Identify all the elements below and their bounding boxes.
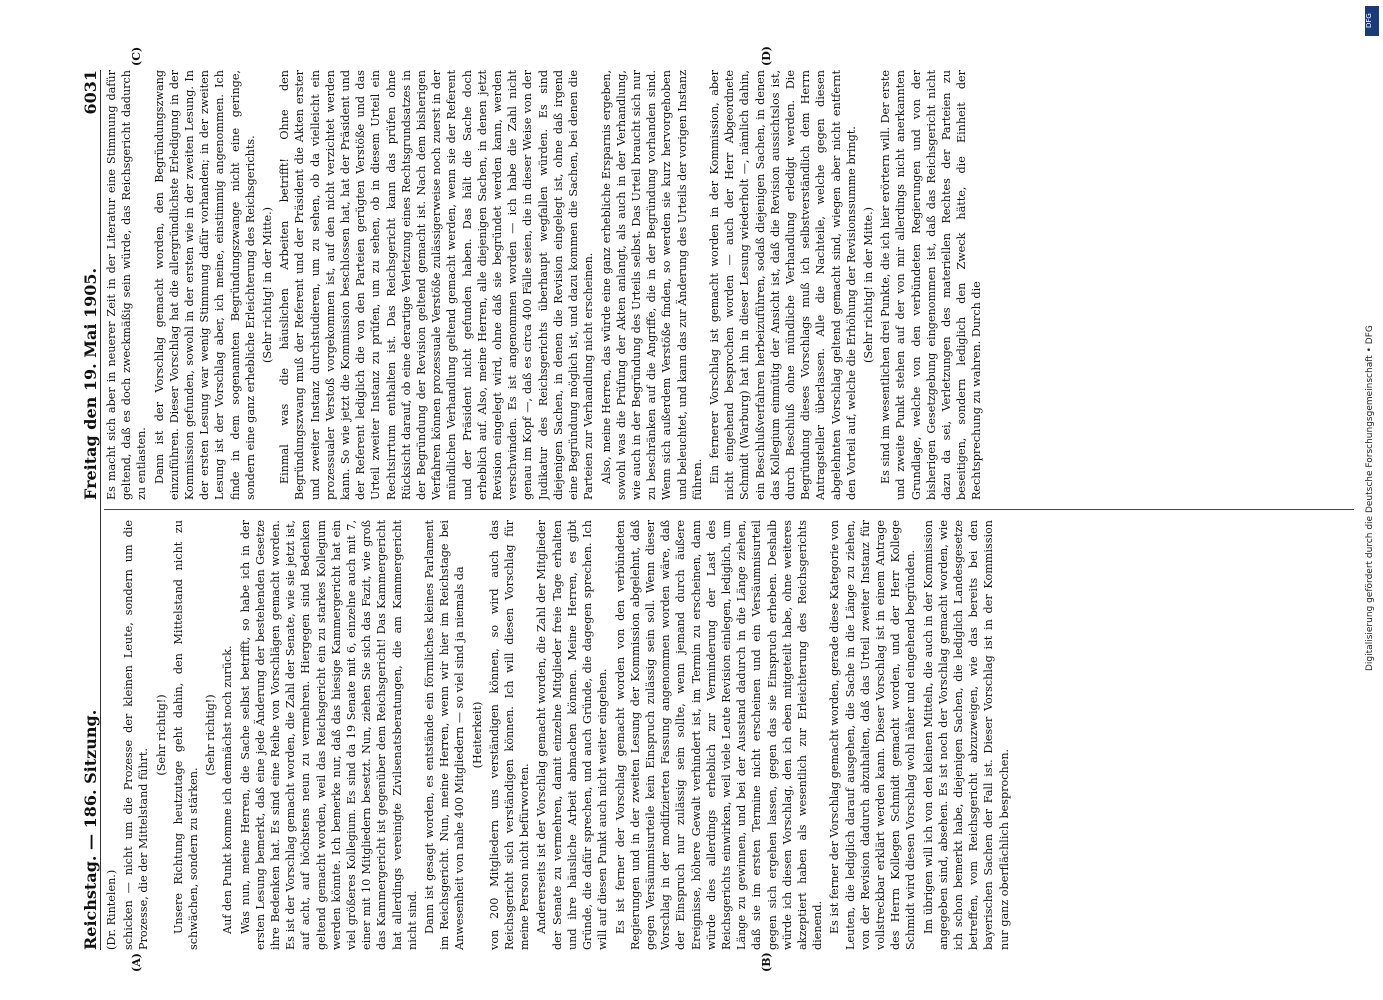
left-paragraph: (Heiterkeit) [470, 701, 484, 769]
rotated-page [60, 46, 1360, 972]
left-paragraph: Im übrigen will ich von den kleinen Mitteln, die auch in der Kommission angegeben sind, absehen. Es ist noch der Vorschlag gemacht worden, wie ich schon bemerkt habe, diejenigen Sachen, die lediglich Landesgesetze betreffen, vom Reichsgericht abzuzweigen, wie das bereits bei den bayerischen Sachen der Fall ist. Dieser Vorschlag ist in der Kommission nur ganz oberflächlich besprochen. [921, 520, 1011, 950]
left-paragraph: Andererseits ist der Vorschlag gemacht worden, die Zahl der Mitglieder der Senate zu vermehren, damit einzelne Mitglieder freie Tage erhalten und ihre häusliche Arbeit abmachen können. Meine Herren, es gibt Gründe, die dafür sprechen, und auch Gründe, die dagegen sprechen. Ich will auf diesen Punkt auch nicht weiter eingehen. [535, 520, 610, 950]
right-paragraph: (Sehr richtig! in der Mitte.) [261, 206, 275, 364]
left-paragraph: Unsere Richtung heutzutage geht dahin, den Mittelstand nicht zu schwächen, sondern zu stärken. [171, 520, 201, 950]
left-column [104, 520, 1354, 950]
left-paragraph: Es ist ferner der Vorschlag gemacht worden von den verbündeten Regierungen und in der zweiten Lesung der Kommission abgelehnt, daß gegen Versäumnisurteile kein Einspruch zulässig sein soll. Wenn dieser Vorschlag in der modifizierten Fassung angenommen worden wäre, daß der Einspruch nur zulässig sein sollte, wenn jemand durch äußere Ereignisse, höhere Gewalt verhindert ist, im Termin zu erscheinen, dann würde dies allerdings erheblich zur Verminderung der Last des Reichsgerichts einwirken, weil viele Leute Revision einlegen, lediglich, um Länge zu gewinnen, und bei der Ausstand dadurch in die Länge ziehen, daß sie im ersten Termine nicht erscheinen und ein Versäumnisurteil gegen sich ergehen lassen, gegen das sie Einspruch erheben. Deshalb würde ich diesen Vorschlag, den ich eben mitgeteilt habe, ohne weiteres akzeptiert haben als wesentlich zur Erleichterung des Reichsgerichts dienend. [613, 520, 825, 950]
left-paragraph: (Dr. Rintelen.) [105, 869, 118, 950]
column-divider [104, 509, 1354, 510]
left-paragraph: Auf den Punkt komme ich demnächst noch zurück. [221, 645, 235, 934]
right-paragraph: Es macht sich aber in neuerer Zeit in der Literatur eine Stimmung dafür geltend, daß es doch zweckmäßig sein würde, das Reichsgericht dadurch zu entlasten. [105, 70, 149, 500]
left-paragraph: Es ist ferner der Vorschlag gemacht worden, gerade diese Kategorie von Leuten, die lediglich darauf ausgehen, die Sache in die Länge zu ziehen, von der Revision dadurch abzuhalten, daß das Urteil zweiter Instanz für vollstreckbar erklärt werden kann. Dieser Vorschlag ist in einem Antrage des Herrn Kollegen Schmidt gemacht worden, und der Herr Kollege Schmidt wird diesen Vorschlag wohl näher und eingehend begründen. [828, 520, 918, 950]
right-paragraph: Einmal was die häuslichen Arbeiten betrifft! Ohne den Begründungszwang muß der Referent und der Präsident die Akten erster und zweiter Instanz durchstudieren, um zu sehen, ob da vielleicht ein prozessualer Verstoß vorgekommen ist, auf den nicht verzichtet werden kann. So wie jetzt die Kommission beschlossen hat, hat der Präsident und der Referent lediglich die von den Parteien gerügten Verstöße und das Urteil zweiter Instanz zu prüfen, um zu sehen, ob in diesem Urteil ein Rechtsirrtum enthalten ist. Das Reichsgericht kann das prüfen ohne Rücksicht darauf, ob eine derartige Verletzung eines Rechtsgrundsatzes in der Begründung der Revision geltend gemacht ist. Nach dem bisherigen Verfahren können prozessuale Verstöße zulässigerweise noch zuerst in der mündlichen Verhandlung geltend gemacht werden, wenn sie der Referent und der Präsident nicht gefunden haben. Das hält die Sache doch erheblich auf. Also, meine Herren, alle diejenigen Sachen, in denen jetzt Revision eingelegt wird, ohne daß sie begründet werden kann, werden verschwinden. Es ist angenommen worden — ich habe die Zahl nicht genau im Kopf —, daß es circa 400 Fälle seien, die in dieser Weise von der Judikatur des Reichsgerichts überhaupt wegfallen würden. Es sind diejenigen Sachen, in denen die Revision eingelegt ist, ohne daß irgend eine Begründung möglich ist, und dazu kommen die Sachen, bei denen die Parteien zur Verhandlung nicht erscheinen. [278, 70, 596, 500]
header-right-title: Freitag den 19. Mai 1905. [81, 267, 100, 500]
page-number: 6031 [81, 70, 100, 115]
digitization-note: Digitalisierung gefördert durch die Deutsche Forschungsgemeinschaft • DFG [1365, 325, 1375, 671]
right-paragraph: Ein fernerer Vorschlag ist gemacht worden in der Kommission, aber nicht eingehend besprochen worden — auch der Herr Abgeordnete Schmidt (Warburg) hat ihn in dieser Lesung wiederholt —, nämlich dahin, ein Beschlußverfahren herbeizuführen, sodaß diejenigen Sachen, in denen das Kollegium einmütig der Ansicht ist, daß die Revision aussichtslos ist, durch Beschluß ohne mündliche Verhandlung erledigt werden. Die Begründung dieses Vorschlags muß ich selbstverständlich dem Herrn Antragsteller überlassen. Alle die Nachteile, welche gegen diesen abgelehnten Vorschlag geltend gemacht sind, wiegen aber nicht entfernt den Vorteil auf, welche die Erhöhung der Revisionssumme bringt. [707, 70, 858, 500]
left-paragraph: schicken — nicht um die Prozesse der kleinen Leute, sondern um die Prozesse, die der Mittelstand führt. [122, 520, 151, 950]
margin-marker-b: (B) [760, 952, 773, 972]
left-paragraph: Dann ist gesagt worden, es entstände ein förmliches kleines Parlament im Reichsgericht. Nun, meine Herren, wenn wir hier im Reichstage bei Anwesenheit von nahe 400 Mitgliedern — so viel sind ja niemals da [423, 520, 467, 950]
right-paragraph: (Sehr richtig! in der Mitte.) [861, 206, 875, 364]
document-page [50, 46, 1370, 972]
margin-marker-c: (C) [130, 46, 143, 66]
header-left-title: Reichstag. — 186. Sitzung. [81, 709, 100, 950]
header-left [81, 520, 100, 950]
left-paragraph: Was nun, meine Herren, die Sache selbst betrifft, so habe ich in der ersten Lesung bemerkt, daß eine jede Änderung der bestehenden Gesetze ihre Bedenken hat. Es sind eine Reihe von Vorschlägen gemacht worden. Es ist der Vorschlag gemacht worden, die Zahl der Senate, wie sie jetzt ist, auf acht, auf höchstens neun zu vermehren. Hiergegen sind Bedenken geltend gemacht worden, weil das Reichsgericht ein zu starkes Kollegium werden könnte. Ich bemerke nur, daß das hiesige Kammergericht hat ein viel größeres Kollegium. Es sind da 19 Senate mit 6, einzelne auch mit 7, einer mit 10 Mitgliedern besetzt. Nun, ziehen Sie sich das Fazit, wie groß das Kammergericht ist gegenüber dem Reichsgericht! Das Kammergericht hat allerdings vereinigte Zivilsenatsberatungen, die am Kammergericht nicht sind. [238, 520, 419, 950]
left-paragraph: (Sehr richtig!) [154, 694, 168, 776]
left-paragraph: von 200 Mitgliedern uns verständigen können, so wird auch das Reichsgericht sich verständigen können. Ich will diesen Vorschlag für meine Person nicht befürworten. [487, 520, 532, 950]
right-column [104, 70, 1354, 500]
margin-marker-d: (D) [760, 46, 773, 66]
left-paragraph: (Sehr richtig!) [204, 694, 218, 776]
right-paragraph: Es sind im wesentlichen drei Punkte, die ich hier erörtern will. Der erste und zweite Punkt stehen auf der von mir allerdings nicht anerkannten Grundlage, welche von den verbündeten Regierungen und von der bisherigen Gesetzgebung eingenommen ist, daß das Reichsgericht nicht dazu da sei, Verletzungen des materiellen Rechtes der Parteien zu beseitigen, sondern lediglich den Zweck hätte, die Einheit der Rechtsprechung zu wahren. Durch die [879, 70, 984, 500]
text-columns [104, 70, 1354, 950]
dfg-logo: DFG [1365, 6, 1379, 36]
right-paragraph: Also, meine Herren, das würde eine ganz erhebliche Ersparnis ergeben, sowohl was die Prüfung der Akten anlangt, als auch in der Verhandlung, wie auch in der Begründung des Urteils selbst. Das Urteil braucht sich nur zu beschränken auf die Angriffe, die in der Begründung vorhanden sind. Wenn sich außerdem Verstöße finden, so werden sie kurz hervorgehoben und beleuchtet, und kann das zur Änderung des Urteils der vorigen Instanz führen. [599, 70, 704, 500]
margin-marker-a: (A) [130, 953, 143, 972]
page-header [60, 70, 101, 950]
right-paragraph: Dann ist der Vorschlag gemacht worden, den Begründungszwang einzuführen. Dieser Vorschlag hat die allergründlichste Erledigung in der Kommission gefunden, sowohl in der ersten wie in der zweiten Lesung. In der ersten Lesung war wenig Stimmung dafür vorhanden; in der zweiten Lesung ist der Vorschlag aber, ich meine, einstimmig angenommen. Ich finde in dem sogenannten Begründungszwange nicht eine geringe, sondern eine ganz erhebliche Erleichterung des Reichsgerichts. [152, 70, 257, 500]
header-right [81, 70, 100, 500]
